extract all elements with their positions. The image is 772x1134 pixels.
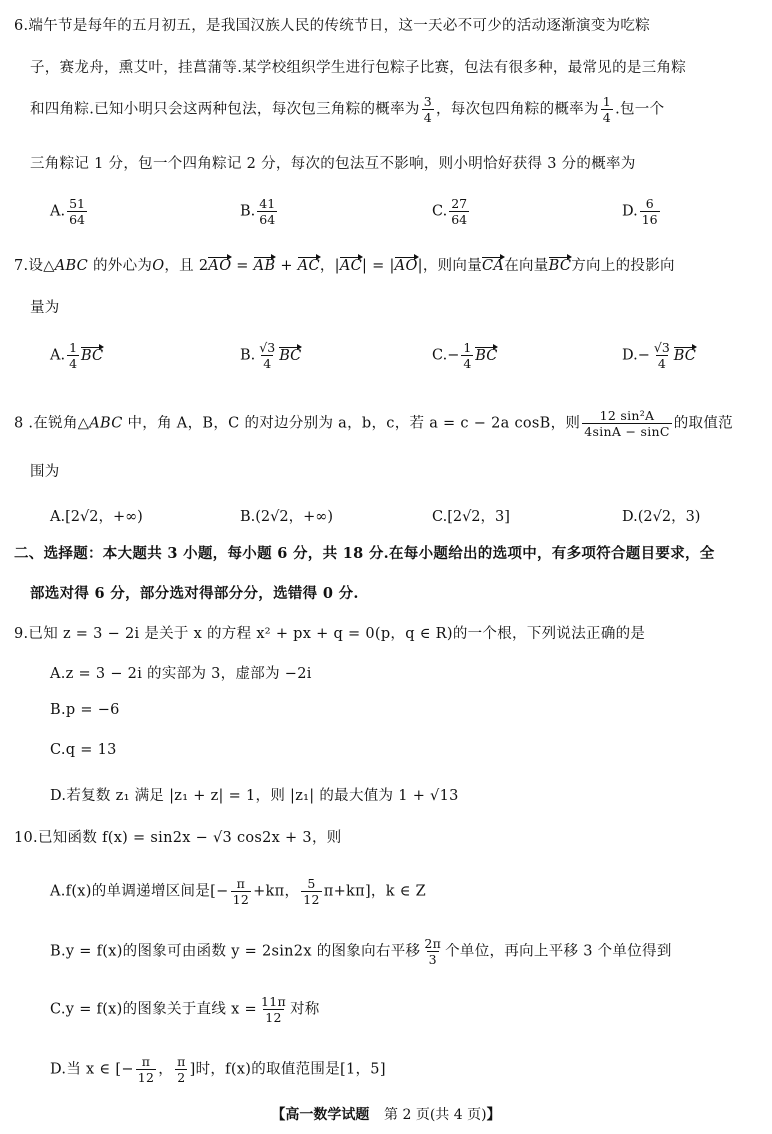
q6-line-1: 6.端午节是每年的五月初五，是我国汉族人民的传统节日，这一天必不可少的活动逐渐演变为吃粽 (14, 18, 651, 34)
q10-option-c: C.y = f(x)的图象关于直线 x = $\frac{11\pi}{12}$ 对称 (50, 994, 320, 1025)
q6-option-b: B. $\frac{41}{64}$ (240, 196, 276, 227)
q10-option-a: A.f(x)的单调递增区间是[− $\frac{\pi}{12}$ +kπ， $\frac{5}{12}$ π+kπ]，k ∈ Z (50, 876, 427, 907)
q7-option-c: C.− $\frac{1}{4}$ BC (432, 340, 498, 371)
q7-line-2: 量为 (30, 300, 60, 316)
q10-option-b: B.y = f(x)的图象可由函数 y = 2sin2x 的图象向右平移 $\frac{2\pi}{3}$ 个单位，再向上平移 3 个单位得到 (50, 936, 672, 967)
q8-option-a: A.[2√2，+∞) (50, 509, 143, 525)
vector-ab: AB (253, 258, 276, 274)
q9-option-b: B.p = −6 (50, 702, 120, 718)
q6-text: .包一个 (615, 101, 665, 118)
section-2-heading-cont: 部选对得 6 分，部分选对得部分分，选错得 0 分. (30, 585, 359, 602)
q6-line-2: 子，赛龙舟，熏艾叶，挂菖蒲等.某学校组织学生进行包粽子比赛，包法有很多种，最常见的是三角粽 (30, 60, 687, 76)
q6-line-4: 三角粽记 1 分，包一个四角粽记 2 分，每次的包法互不影响，则小明恰好获得 3 分的概率为 (30, 156, 636, 172)
q6-text: 和四角粽.已知小明只会这两种包法，每次包三角粽的概率为 (30, 101, 420, 118)
q7-line-1: 7.设△ABC 的外心为O，且 2AO = AB + AC，|AC| = |AO|，则向量CA在向量BC方向上的投影向 (14, 258, 675, 274)
q9-option-c: C.q = 13 (50, 742, 117, 758)
q9-option-d: D.若复数 z₁ 满足 |z₁ + z| = 1，则 |z₁| 的最大值为 1 + √13 (50, 788, 459, 804)
q9-stem: 9.已知 z = 3 − 2i 是关于 x 的方程 x² + px + q = 0(p，q ∈ R)的一个根，下列说法正确的是 (14, 626, 646, 642)
q6-option-a: A. $\frac{51}{64}$ (50, 196, 85, 227)
q10-option-d: D.当 x ∈ [− $\frac{\pi}{12}$ ， $\frac{\pi}{2}$ ]时，f(x)的取值范围是[1，5] (50, 1054, 386, 1085)
q6-option-c: C. $\frac{27}{64}$ (432, 196, 468, 227)
vector-ac: AC (297, 258, 320, 274)
q6-prob-square: $\frac{1}{4}$ (602, 94, 612, 125)
vector-bc: BC (548, 258, 572, 274)
q7-option-d: D.− $\frac{√3}{4}$ BC (622, 340, 696, 371)
q8-line-1: 8 .在锐角△ABC 中，角 A，B，C 的对边分别为 a，b，c，若 a = c − 2a cosB，则 $\frac{\text{12 sin²A}}{4\sin A - \sin C}$ 的取值范 (14, 408, 733, 439)
q8-option-d: D.(2√2，3) (622, 509, 701, 525)
page-footer: 【高一数学试题 第 2 页(共 4 页)】 (271, 1107, 501, 1123)
vector-ao: AO (208, 258, 232, 274)
q6-prob-triangle: $\frac{3}{4}$ (423, 94, 432, 125)
q6-option-d: D. $\frac{6}{16}$ (622, 196, 658, 227)
vector-ca: CA (482, 258, 505, 274)
q7-option-a: A. $\frac{1}{4}$ BC (50, 340, 104, 371)
q8-fraction: $\frac{\text{12 sin²A}}{4\sin A - \sin C}$ (584, 408, 670, 439)
q7-option-b: B. $\frac{√3}{4}$ BC (240, 340, 302, 371)
q8-option-b: B.(2√2，+∞) (240, 509, 333, 525)
q6-line-3 (30, 94, 664, 125)
vector-ao: AO (394, 258, 418, 274)
q9-option-a: A.z = 3 − 2i 的实部为 3，虚部为 −2i (50, 666, 312, 682)
q8-line-2: 围为 (30, 464, 60, 480)
q8-option-c: C.[2√2，3] (432, 509, 510, 525)
q10-stem: 10.已知函数 f(x) = sin2x − √3 cos2x + 3，则 (14, 830, 342, 846)
vector-ac: AC (339, 258, 363, 274)
q6-text: ，每次包四角粽的概率为 (435, 101, 599, 118)
section-2-heading: 二、选择题：本大题共 3 小题，每小题 6 分，共 18 分.在每小题给出的选项中，有多项符合题目要求，全 (14, 545, 715, 562)
